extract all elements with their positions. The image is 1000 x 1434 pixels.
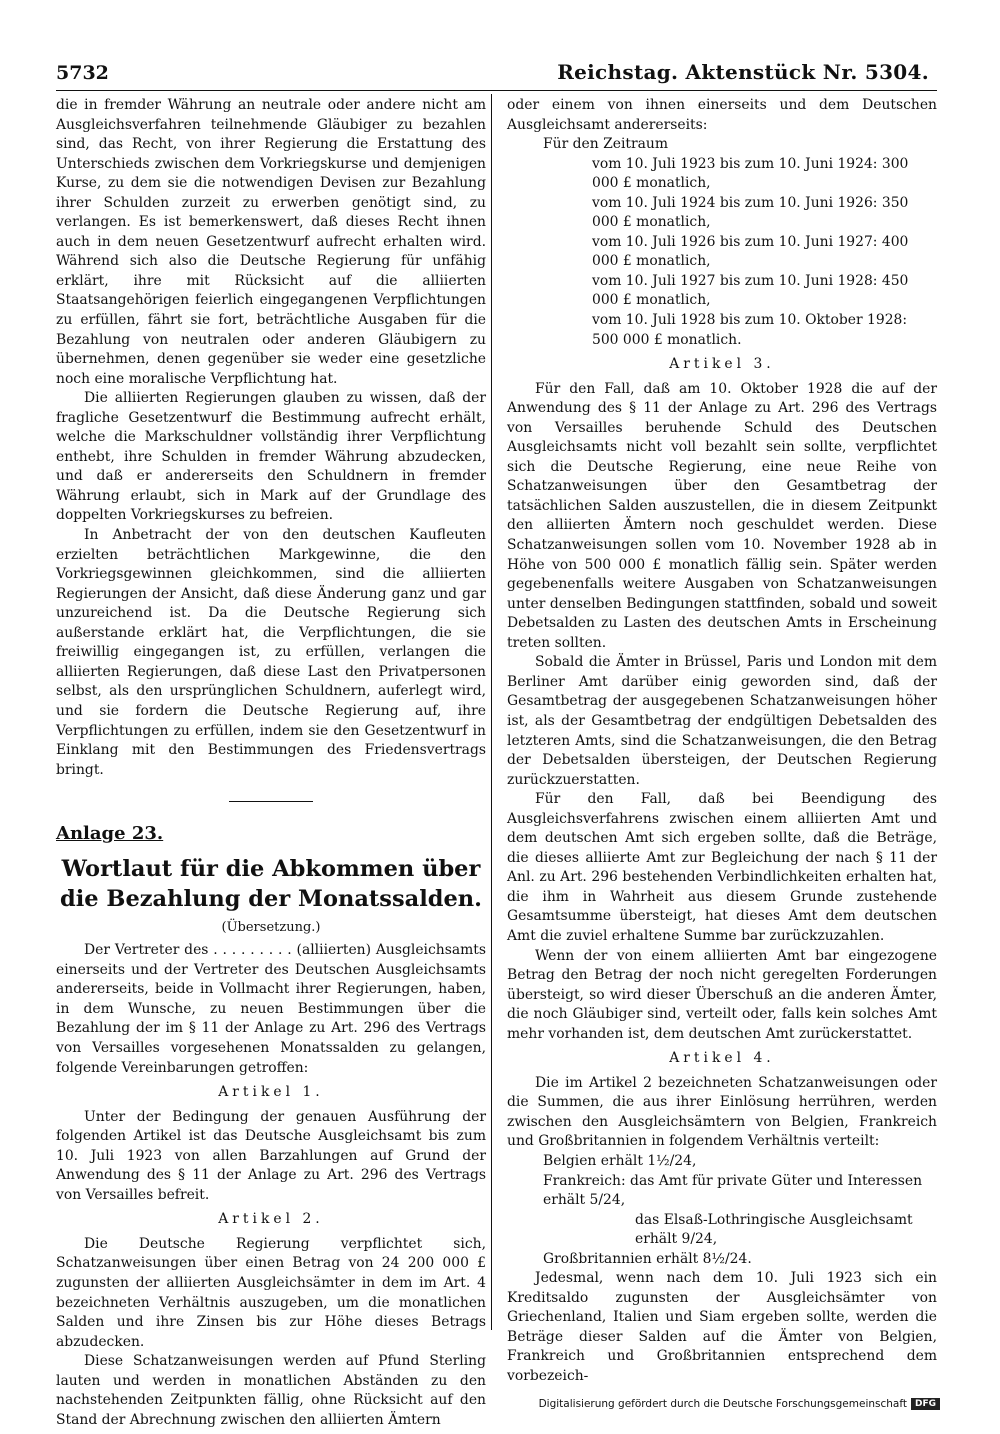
article-1-text: Unter der Bedingung der genauen Ausführung der folgenden Artikel ist das Deutsche Ausgleichsamt bis zum 10. Juli 1923 von allen Barzahlungen auf Grund der Anwendung des § 11 der Anlage zu Art. 296 des Vertrags von Versailles befreit. [56,1108,486,1203]
article-2-heading: Artikel 2. [218,1211,324,1228]
allocation-france-alsace: das Elsaß-Lothringische Ausgleichsamt erhält 9/24, [635,1211,913,1248]
right-continuation: oder einem von ihnen einerseits und dem Deutschen Ausgleichsamt andererseits: [507,97,937,133]
article-3-heading: Artikel 3. [669,356,775,373]
annex-title: Wortlaut für die Abkommen über die Bezahlung der Monatssalden. [60,855,482,912]
article-3-paragraph-3: Für den Fall, daß bei Beendigung des Ausgleichsverfahrens zwischen einem alliierten Amt und dem deutschen Amt sich ergeben sollte, daß die Beträge, die dieses alliierte Amt zur Begleichung der nach § 11 der Anl. zu Art. 296 bestehenden Verbindlichkeiten erhalten hat, die ihm in Wahrheit aus diesem Grunde zustehende Gesamtsumme übersteigt, hat dieses Amt dem deutschen Amt die zuviel erhaltene Summe bar zurückzuzahlen. [507,791,937,944]
schedule-item: vom 10. Juli 1928 bis zum 10. Oktober 1928: 500 000 £ monatlich. [592,312,908,348]
annex-label: Anlage 23. [56,823,164,845]
article-4-heading: Artikel 4. [669,1050,775,1067]
article-3-paragraph-2: Sobald die Ämter in Brüssel, Paris und London mit dem Berliner Amt darüber einig geworden sind, daß der Gesamtbetrag der ausgegebenen Schatzanweisungen höher ist, als der Gesamtbetrag der endgültigen Debetsalden des letzteren Amts, sind die Schatzanweisungen, die den Betrag der Debetsalden übersteigen, der Deutschen Regierung zurückzuerstatten. [507,654,937,788]
payment-schedule [592,155,937,350]
dfg-logo: DFG [911,1398,940,1410]
article-2-paragraph-1: Die Deutsche Regierung verpflichtet sich, Schatzanweisungen über einen Betrag von 24 200 000 £ zugunsten der alliierten Ausgleichsämter in dem im Art. 4 bezeichneten Verhältnis auszugeben, um die monatlichen Salden und ihre Zinsen bis zur Höhe dieses Betrags abzudecken. [56,1235,486,1350]
article-2-paragraph-2: Diese Schatzanweisungen werden auf Pfund Sterling lauten und werden in monatlichen Abständen zu den nachstehenden Zeitpunkten fällig, ohne Rücksicht auf den Stand der Abrechnung zwischen den alliierten Ämtern [56,1353,486,1428]
left-column [56,96,486,1430]
column-divider [491,94,492,1330]
page-header [56,60,937,91]
allocation-france-private: Frankreich: das Amt für private Güter und Interessen erhält 5/24, [543,1172,923,1209]
digitization-credit [539,1398,940,1410]
section-rule [229,801,313,802]
allocation-belgium: Belgien erhält 1½/24, [543,1152,697,1169]
schedule-item: vom 10. Juli 1923 bis zum 10. Juni 1924: 300 000 £ monatlich, [592,155,909,192]
credit-text: Digitalisierung gefördert durch die Deutsche Forschungsgemeinschaft [538,1398,907,1410]
article-4-final: Jedesmal, wenn nach dem 10. Juli 1923 sich ein Kreditsaldo zugunsten der Ausgleichsämter von Griechenland, Italien und Siam ergeben sollte, werden die Beträge dieser Salden auf die Ämter von Belgien, Frankreich und Großbritannien entsprechend dem vorbezeich- [507,1270,937,1384]
left-paragraph-2: Die alliierten Regierungen glauben zu wissen, daß der fragliche Gesetzentwurf die Bestimmung aufrecht erhält, welche die Markschuldner vollständig ihrer Verpflichtung enthebt, ihre Schulden in fremder Währung abzudecken, und daß er andererseits den Schuldnern in fremder Währung erlaubt, sich in Mark auf der Grundlage des doppelten Vorkriegskurses zu befreien. [56,390,486,524]
left-paragraph-1: die in fremder Währung an neutrale oder andere nicht am Ausgleichsverfahren teilnehmende Gläubiger zu bezahlen sind, das Recht, von ihrer Regierung die Erstattung des Unterschieds zwischen dem Vorkriegskurse und demjenigen Kurse, zu dem sie die notwendigen Devisen zur Bezahlung ihrer Schulden zurzeit zu erwerben genötigt sind, zu verlangen. Es ist bemerkenswert, daß dieses Recht ihnen auch in dem neuen Gesetzentwurf aufrecht erhalten wird. Während sich also die Deutsche Regierung für unfähig erklärt, ihre mit Rücksicht auf die alliierten Staatsangehörigen feierlich eingegangenen Verpflichtungen zu erfüllen, fährt sie fort, beträchtliche Ausgaben für die Bezahlung von neutralen oder anderen Gläubigern zu übernehmen, denen gegenüber sie weder eine gesetzliche noch eine moralische Verpflichtung hat. [56,97,486,387]
article-3-paragraph-1: Für den Fall, daß am 10. Oktober 1928 die auf der Anwendung des § 11 der Anlage zu Art. 296 des Vertrags von Versailles beruhende Schuld des Deutschen Ausgleichsamts nicht voll bezahlt sein sollte, verpflichtet sich die Deutsche Regierung, eine neue Reihe von Schatzanweisungen über den Gesamtbetrag der tatsächlichen Salden auszustellen, die in diesem Zeitpunkt den alliierten Ämtern noch geschuldet werden. Diese Schatzanweisungen sollen vom 10. November 1928 ab in Höhe von 500 000 £ monatlich fällig sein. Später werden gegebenenfalls weitere Ausgaben von Schatzanweisungen unter denselben Bedingungen stattfinden, sobald und soweit Debetsalden zu Lasten des deutschen Amts in Erscheinung treten sollten. [507,380,937,651]
article-1-heading: Artikel 1. [218,1084,324,1101]
schedule-item: vom 10. Juli 1924 bis zum 10. Juni 1926: 350 000 £ monatlich, [592,194,909,231]
running-head: Reichstag. Aktenstück Nr. 5304. [557,60,929,84]
allocation-britain: Großbritannien erhält 8½/24. [543,1250,752,1267]
right-column [507,96,937,1387]
article-4-intro: Die im Artikel 2 bezeichneten Schatzanweisungen oder die Summen, die aus ihrer Einlösung herrühren, werden zwischen den Ausgleichsämtern von Belgien, Frankreich und Großbritannien in folgendem Verhältnis verteilt: [507,1074,937,1150]
article-3-paragraph-4: Wenn der von einem alliierten Amt bar eingezogene Betrag den Betrag der noch nicht geregelten Forderungen übersteigt, so wird dieser Überschuß an die anderen Ämter, die noch Gläubiger sind, verteilt oder, falls kein solches Amt mehr vorhanden ist, dem deutschen Amt zurückerstattet. [507,947,937,1042]
preamble: Der Vertreter des . . . . . . . . . (alliierten) Ausgleichsamts einerseits und der Vertreter des Deutschen Ausgleichsamts andererseits, beide in Vollmacht ihrer Regierungen, haben, in dem Wunsche, zu neuen Bestimmungen über die Bezahlung der im § 11 der Anlage zu Art. 296 des Vertrags von Versailles vorgesehenen Monatssalden zu gelangen, folgende Vereinbarungen getroffen: [56,942,486,1076]
schedule-item: vom 10. Juli 1926 bis zum 10. Juni 1927: 400 000 £ monatlich, [592,233,909,270]
annex-subtitle: (Übersetzung.) [221,919,321,935]
page-number: 5732 [56,62,109,84]
schedule-heading: Für den Zeitraum [543,136,669,153]
schedule-item: vom 10. Juli 1927 bis zum 10. Juni 1928: 450 000 £ monatlich, [592,272,909,309]
left-paragraph-3: In Anbetracht der von den deutschen Kaufleuten erzielten beträchtlichen Markgewinne, die den Vorkriegsgewinnen gleichkommen, sind die alliierten Regierungen der Ansicht, daß diese Änderung ganz und gar unzureichend ist. Da die Deutsche Regierung sich außerstande erklärt hat, die Verpflichtungen, die sie freiwillig eingegangen ist, zu erfüllen, verlangen die alliierten Regierungen, daß diese Last den Privatpersonen selbst, als den ursprünglichen Schuldnern, auferlegt wird, und sie fordern die Deutsche Regierung auf, ihre Verpflichtungen zu erfüllen, indem sie den Gesetzentwurf in Einklang mit den Bestimmungen des Friedensvertrags bringt. [56,527,486,778]
